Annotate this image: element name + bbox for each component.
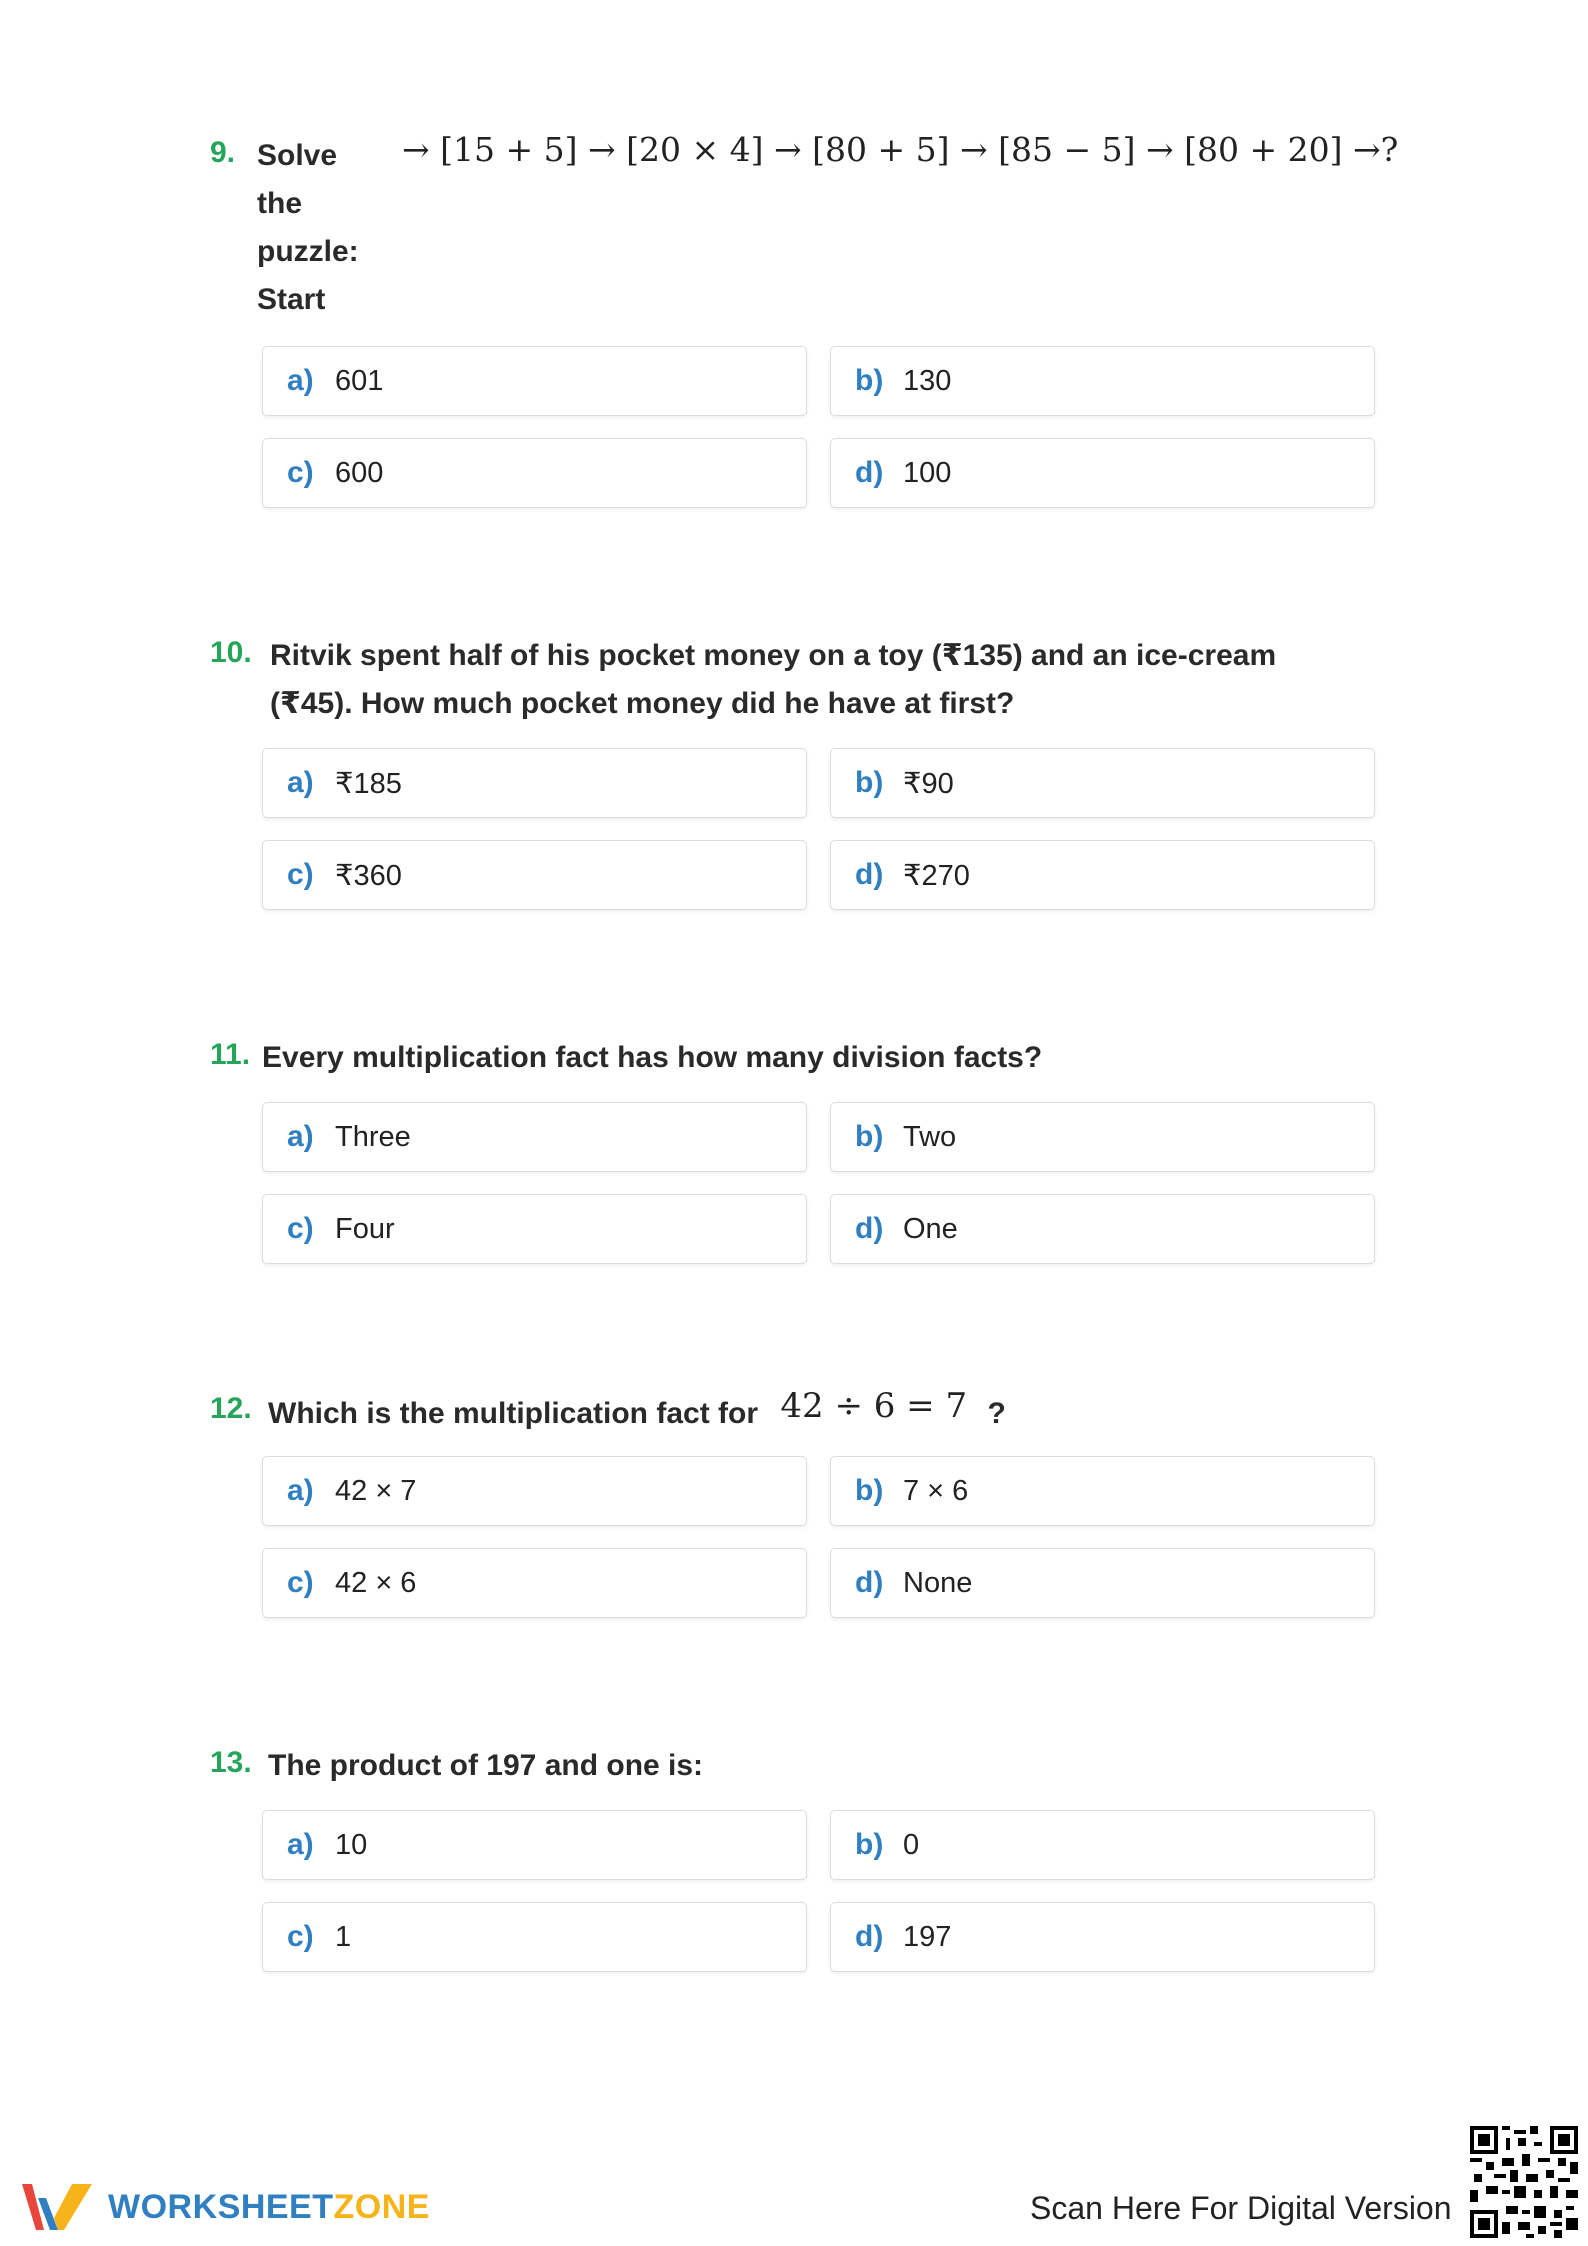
option-d[interactable] — [830, 1902, 1375, 1972]
question-text-main: Which is the multiplication fact for — [268, 1397, 759, 1430]
question-text-line: Solve — [257, 139, 338, 172]
option-letter: c) — [287, 1920, 314, 1953]
option-value: Three — [335, 1120, 411, 1153]
option-value: 1 — [335, 1920, 352, 1953]
scan-text: Scan Here For Digital Version — [1030, 2190, 1452, 2226]
brand-name — [108, 2188, 430, 2227]
option-d[interactable] — [830, 1548, 1375, 1618]
option-value: 601 — [335, 364, 384, 397]
option-value: 10 — [335, 1828, 368, 1861]
brand-part-1: WORKSHEET — [108, 2187, 334, 2226]
question-math: → [15 + 5] → [20 × 4] → [80 + 5] → [85 − 5] → [80 + 20] →? — [402, 130, 1399, 169]
option-c[interactable] — [262, 1194, 807, 1264]
question-text-line: (₹45). How much pocket money did he have at first? — [270, 687, 1015, 720]
question-number: 13. — [210, 1746, 252, 1779]
option-c[interactable] — [262, 1548, 807, 1618]
question-number: 11. — [210, 1038, 251, 1071]
option-letter: d) — [855, 456, 884, 489]
option-a[interactable] — [262, 1810, 807, 1880]
option-b[interactable] — [830, 1456, 1375, 1526]
option-b[interactable] — [830, 1102, 1375, 1172]
option-letter: c) — [287, 456, 314, 489]
option-value: 7 × 6 — [903, 1474, 969, 1507]
question-text-line: Start — [257, 283, 326, 316]
option-value: 197 — [903, 1920, 952, 1953]
option-value: 130 — [903, 364, 952, 397]
question-text — [268, 1388, 1378, 1438]
qr-code-icon[interactable] — [1470, 2126, 1578, 2238]
option-letter: d) — [855, 858, 884, 891]
option-b[interactable] — [830, 748, 1375, 818]
option-b[interactable] — [830, 346, 1375, 416]
option-value: Two — [903, 1120, 957, 1153]
option-value: ₹360 — [335, 859, 402, 892]
option-value: 100 — [903, 456, 952, 489]
question-suffix: ? — [987, 1397, 1006, 1430]
option-d[interactable] — [830, 438, 1375, 508]
option-c[interactable] — [262, 1902, 807, 1972]
option-value: 42 × 7 — [335, 1474, 417, 1507]
option-d[interactable] — [830, 840, 1375, 910]
option-value: Four — [335, 1212, 395, 1245]
question-text-line: puzzle: — [257, 235, 359, 268]
option-letter: b) — [855, 766, 884, 799]
option-b[interactable] — [830, 1810, 1375, 1880]
option-value: 600 — [335, 456, 384, 489]
option-value: ₹270 — [903, 859, 970, 892]
option-letter: b) — [855, 1828, 884, 1861]
question-text — [270, 632, 1380, 728]
option-value: None — [903, 1566, 973, 1599]
option-letter: a) — [287, 364, 314, 397]
option-letter: a) — [287, 1474, 314, 1507]
option-d[interactable] — [830, 1194, 1375, 1264]
option-letter: d) — [855, 1566, 884, 1599]
option-letter: c) — [287, 858, 314, 891]
option-letter: c) — [287, 1212, 314, 1245]
option-value: ₹185 — [335, 767, 402, 800]
question-number: 9. — [210, 136, 236, 169]
option-a[interactable] — [262, 346, 807, 416]
option-letter: d) — [855, 1920, 884, 1953]
option-letter: b) — [855, 1120, 884, 1153]
logo-w-icon — [20, 2178, 94, 2236]
question-number: 10. — [210, 636, 252, 669]
option-letter: b) — [855, 1474, 884, 1507]
option-value: One — [903, 1212, 958, 1245]
option-c[interactable] — [262, 840, 807, 910]
option-a[interactable] — [262, 1456, 807, 1526]
option-letter: a) — [287, 1120, 314, 1153]
option-letter: a) — [287, 766, 314, 799]
option-value: ₹90 — [903, 767, 954, 800]
question-text-line: the — [257, 187, 302, 220]
option-letter: a) — [287, 1828, 314, 1861]
option-letter: c) — [287, 1566, 314, 1599]
question-text — [257, 132, 377, 324]
worksheetzone-logo[interactable] — [20, 2178, 430, 2236]
question-text: The product of 197 and one is: — [268, 1749, 704, 1782]
option-value: 42 × 6 — [335, 1566, 417, 1599]
option-value: 0 — [903, 1828, 920, 1861]
option-a[interactable] — [262, 1102, 807, 1172]
question-text: Every multiplication fact has how many division facts? — [262, 1041, 1043, 1074]
question-text-line: Ritvik spent half of his pocket money on a toy (₹135) and an ice-cream — [270, 639, 1277, 672]
brand-part-2: ZONE — [333, 2187, 430, 2226]
option-letter: d) — [855, 1212, 884, 1245]
question-number: 12. — [210, 1392, 252, 1425]
option-c[interactable] — [262, 438, 807, 508]
option-letter: b) — [855, 364, 884, 397]
question-math: 42 ÷ 6 = 7 — [780, 1386, 968, 1426]
option-a[interactable] — [262, 748, 807, 818]
